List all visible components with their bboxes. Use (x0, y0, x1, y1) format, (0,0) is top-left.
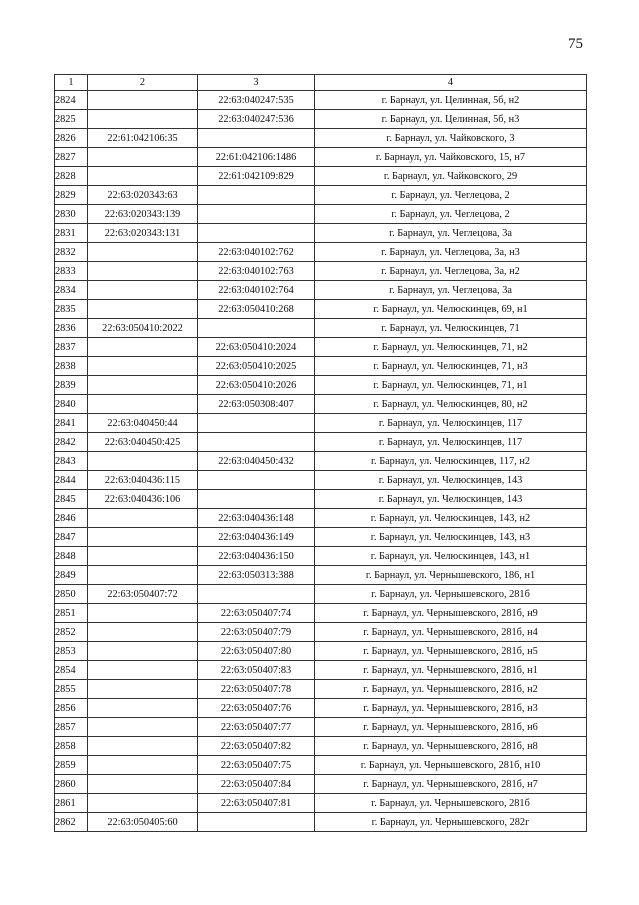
address-cell: г. Барнаул, ул. Чеглецова, 2 (315, 186, 587, 205)
object-cadastral-number-cell: 22:63:050410:2024 (198, 338, 315, 357)
object-cadastral-number-cell (198, 490, 315, 509)
cadastral-number-cell (88, 300, 198, 319)
object-cadastral-number-cell: 22:63:050407:79 (198, 623, 315, 642)
object-cadastral-number-cell: 22:63:050313:388 (198, 566, 315, 585)
address-cell: г. Барнаул, ул. Чайковского, 3 (315, 129, 587, 148)
object-cadastral-number-cell: 22:63:050407:74 (198, 604, 315, 623)
row-number-cell: 2846 (55, 509, 88, 528)
address-cell: г. Барнаул, ул. Челюскинцев, 71 (315, 319, 587, 338)
object-cadastral-number-cell: 22:63:040247:535 (198, 91, 315, 110)
table-row (55, 243, 587, 262)
table-row (55, 490, 587, 509)
object-cadastral-number-cell: 22:63:040247:536 (198, 110, 315, 129)
cadastral-number-cell (88, 338, 198, 357)
address-cell: г. Барнаул, ул. Челюскинцев, 143, н3 (315, 528, 587, 547)
row-number-cell: 2839 (55, 376, 88, 395)
cadastral-number-cell: 22:63:040436:115 (88, 471, 198, 490)
row-number-cell: 2836 (55, 319, 88, 338)
table-row (55, 794, 587, 813)
cadastral-number-cell: 22:63:050405:60 (88, 813, 198, 832)
table-row (55, 509, 587, 528)
object-cadastral-number-cell: 22:63:050407:78 (198, 680, 315, 699)
row-number-cell: 2854 (55, 661, 88, 680)
address-cell: г. Барнаул, ул. Челюскинцев, 80, н2 (315, 395, 587, 414)
cadastral-number-cell (88, 91, 198, 110)
address-cell: г. Барнаул, ул. Чеглецова, 3а (315, 281, 587, 300)
cadastral-number-cell: 22:63:050407:72 (88, 585, 198, 604)
object-cadastral-number-cell: 22:63:040436:150 (198, 547, 315, 566)
address-cell: г. Барнаул, ул. Чайковского, 15, н7 (315, 148, 587, 167)
row-number-cell: 2824 (55, 91, 88, 110)
column-header-3: 3 (198, 75, 315, 91)
object-cadastral-number-cell (198, 129, 315, 148)
object-cadastral-number-cell: 22:63:050407:83 (198, 661, 315, 680)
object-cadastral-number-cell (198, 585, 315, 604)
table-row (55, 376, 587, 395)
object-cadastral-number-cell (198, 205, 315, 224)
table-row (55, 642, 587, 661)
table-row (55, 680, 587, 699)
cadastral-number-cell (88, 623, 198, 642)
object-cadastral-number-cell: 22:63:040102:762 (198, 243, 315, 262)
cadastral-number-cell (88, 547, 198, 566)
cadastral-number-cell (88, 737, 198, 756)
table-row (55, 357, 587, 376)
address-cell: г. Барнаул, ул. Чернышевского, 281б, н9 (315, 604, 587, 623)
cadastral-number-cell (88, 376, 198, 395)
object-cadastral-number-cell: 22:63:050410:2025 (198, 357, 315, 376)
object-cadastral-number-cell (198, 414, 315, 433)
table-row (55, 148, 587, 167)
object-cadastral-number-cell: 22:63:050410:2026 (198, 376, 315, 395)
column-header-4: 4 (315, 75, 587, 91)
object-cadastral-number-cell (198, 186, 315, 205)
address-cell: г. Барнаул, ул. Чернышевского, 282г (315, 813, 587, 832)
address-cell: г. Барнаул, ул. Чеглецова, 3а (315, 224, 587, 243)
cadastral-number-cell: 22:63:020343:131 (88, 224, 198, 243)
cadastral-number-cell (88, 281, 198, 300)
row-number-cell: 2860 (55, 775, 88, 794)
address-cell: г. Барнаул, ул. Чайковского, 29 (315, 167, 587, 186)
cadastral-number-cell: 22:63:020343:139 (88, 205, 198, 224)
address-cell: г. Барнаул, ул. Челюскинцев, 117, н2 (315, 452, 587, 471)
cadastral-number-cell (88, 756, 198, 775)
table-row (55, 129, 587, 148)
cadastral-number-cell (88, 699, 198, 718)
address-cell: г. Барнаул, ул. Чернышевского, 281б, н4 (315, 623, 587, 642)
table-row (55, 281, 587, 300)
object-cadastral-number-cell: 22:61:042106:1486 (198, 148, 315, 167)
row-number-cell: 2847 (55, 528, 88, 547)
row-number-cell: 2841 (55, 414, 88, 433)
address-cell: г. Барнаул, ул. Челюскинцев, 117 (315, 433, 587, 452)
object-cadastral-number-cell (198, 433, 315, 452)
address-cell: г. Барнаул, ул. Целинная, 5б, н2 (315, 91, 587, 110)
object-cadastral-number-cell: 22:63:050308:407 (198, 395, 315, 414)
row-number-cell: 2831 (55, 224, 88, 243)
address-cell: г. Барнаул, ул. Челюскинцев, 143, н2 (315, 509, 587, 528)
row-number-cell: 2862 (55, 813, 88, 832)
table-row (55, 566, 587, 585)
row-number-cell: 2858 (55, 737, 88, 756)
object-cadastral-number-cell (198, 224, 315, 243)
object-cadastral-number-cell (198, 813, 315, 832)
column-header-2: 2 (88, 75, 198, 91)
row-number-cell: 2850 (55, 585, 88, 604)
table-row (55, 775, 587, 794)
table-row (55, 338, 587, 357)
row-number-cell: 2851 (55, 604, 88, 623)
cadastral-number-cell (88, 395, 198, 414)
address-cell: г. Барнаул, ул. Чеглецова, 3а, н2 (315, 262, 587, 281)
cadastral-number-cell: 22:63:040450:425 (88, 433, 198, 452)
table-row (55, 414, 587, 433)
row-number-cell: 2853 (55, 642, 88, 661)
object-cadastral-number-cell: 22:63:050407:80 (198, 642, 315, 661)
cadastral-number-cell (88, 680, 198, 699)
object-cadastral-number-cell: 22:63:050407:84 (198, 775, 315, 794)
cadastral-number-cell (88, 566, 198, 585)
table-row (55, 224, 587, 243)
cadastral-number-cell (88, 167, 198, 186)
row-number-cell: 2857 (55, 718, 88, 737)
object-cadastral-number-cell: 22:63:050407:76 (198, 699, 315, 718)
address-cell: г. Барнаул, ул. Чернышевского, 281б (315, 585, 587, 604)
cadastral-number-cell (88, 661, 198, 680)
address-cell: г. Барнаул, ул. Чернышевского, 281б, н6 (315, 718, 587, 737)
cadastral-number-cell (88, 604, 198, 623)
row-number-cell: 2829 (55, 186, 88, 205)
table-row (55, 300, 587, 319)
row-number-cell: 2859 (55, 756, 88, 775)
cadastral-number-cell (88, 775, 198, 794)
table-row (55, 167, 587, 186)
cadastral-number-cell (88, 794, 198, 813)
address-cell: г. Барнаул, ул. Чернышевского, 281б, н8 (315, 737, 587, 756)
table-row (55, 91, 587, 110)
registry-table (54, 74, 587, 832)
table-row (55, 471, 587, 490)
address-cell: г. Барнаул, ул. Чернышевского, 281б, н5 (315, 642, 587, 661)
page-number: 75 (568, 36, 583, 52)
row-number-cell: 2849 (55, 566, 88, 585)
table-row (55, 604, 587, 623)
address-cell: г. Барнаул, ул. Чернышевского, 281б (315, 794, 587, 813)
cadastral-number-cell (88, 110, 198, 129)
table-row (55, 110, 587, 129)
table-row (55, 623, 587, 642)
address-cell: г. Барнаул, ул. Чернышевского, 281б, н7 (315, 775, 587, 794)
object-cadastral-number-cell: 22:63:040102:764 (198, 281, 315, 300)
address-cell: г. Барнаул, ул. Челюскинцев, 71, н1 (315, 376, 587, 395)
object-cadastral-number-cell: 22:63:050410:268 (198, 300, 315, 319)
cadastral-number-cell: 22:63:020343:63 (88, 186, 198, 205)
row-number-cell: 2837 (55, 338, 88, 357)
row-number-cell: 2828 (55, 167, 88, 186)
table-row (55, 718, 587, 737)
table-body (55, 91, 587, 832)
row-number-cell: 2852 (55, 623, 88, 642)
address-cell: г. Барнаул, ул. Чеглецова, 2 (315, 205, 587, 224)
object-cadastral-number-cell (198, 319, 315, 338)
cadastral-number-cell (88, 243, 198, 262)
table-row (55, 528, 587, 547)
object-cadastral-number-cell: 22:63:050407:81 (198, 794, 315, 813)
table-row (55, 547, 587, 566)
address-cell: г. Барнаул, ул. Челюскинцев, 143 (315, 471, 587, 490)
address-cell: г. Барнаул, ул. Челюскинцев, 117 (315, 414, 587, 433)
row-number-cell: 2833 (55, 262, 88, 281)
table-row (55, 813, 587, 832)
row-number-cell: 2842 (55, 433, 88, 452)
row-number-cell: 2844 (55, 471, 88, 490)
object-cadastral-number-cell: 22:63:040450:432 (198, 452, 315, 471)
table-row (55, 585, 587, 604)
table-row (55, 395, 587, 414)
table-row (55, 661, 587, 680)
cadastral-number-cell: 22:63:040450:44 (88, 414, 198, 433)
address-cell: г. Барнаул, ул. Челюскинцев, 71, н3 (315, 357, 587, 376)
object-cadastral-number-cell: 22:63:050407:77 (198, 718, 315, 737)
cadastral-number-cell (88, 148, 198, 167)
row-number-cell: 2855 (55, 680, 88, 699)
cadastral-number-cell: 22:63:040436:106 (88, 490, 198, 509)
address-cell: г. Барнаул, ул. Челюскинцев, 69, н1 (315, 300, 587, 319)
row-number-cell: 2830 (55, 205, 88, 224)
table-row (55, 737, 587, 756)
address-cell: г. Барнаул, ул. Целинная, 5б, н3 (315, 110, 587, 129)
address-cell: г. Барнаул, ул. Чернышевского, 281б, н3 (315, 699, 587, 718)
table-header-row (55, 75, 587, 91)
cadastral-number-cell (88, 642, 198, 661)
row-number-cell: 2861 (55, 794, 88, 813)
address-cell: г. Барнаул, ул. Челюскинцев, 71, н2 (315, 338, 587, 357)
cadastral-number-cell (88, 452, 198, 471)
table-row (55, 452, 587, 471)
object-cadastral-number-cell: 22:63:040102:763 (198, 262, 315, 281)
row-number-cell: 2825 (55, 110, 88, 129)
address-cell: г. Барнаул, ул. Челюскинцев, 143, н1 (315, 547, 587, 566)
address-cell: г. Барнаул, ул. Чернышевского, 281б, н1 (315, 661, 587, 680)
row-number-cell: 2840 (55, 395, 88, 414)
cadastral-number-cell (88, 718, 198, 737)
object-cadastral-number-cell: 22:63:050407:82 (198, 737, 315, 756)
cadastral-number-cell (88, 528, 198, 547)
cadastral-number-cell: 22:63:050410:2022 (88, 319, 198, 338)
table-row (55, 319, 587, 338)
object-cadastral-number-cell: 22:63:040436:148 (198, 509, 315, 528)
table-row (55, 186, 587, 205)
row-number-cell: 2832 (55, 243, 88, 262)
table-row (55, 699, 587, 718)
object-cadastral-number-cell: 22:61:042109:829 (198, 167, 315, 186)
row-number-cell: 2826 (55, 129, 88, 148)
address-cell: г. Барнаул, ул. Чернышевского, 281б, н10 (315, 756, 587, 775)
table-row (55, 205, 587, 224)
object-cadastral-number-cell: 22:63:050407:75 (198, 756, 315, 775)
object-cadastral-number-cell (198, 471, 315, 490)
row-number-cell: 2845 (55, 490, 88, 509)
object-cadastral-number-cell: 22:63:040436:149 (198, 528, 315, 547)
table-row (55, 262, 587, 281)
row-number-cell: 2827 (55, 148, 88, 167)
cadastral-number-cell (88, 509, 198, 528)
row-number-cell: 2843 (55, 452, 88, 471)
row-number-cell: 2835 (55, 300, 88, 319)
address-cell: г. Барнаул, ул. Чернышевского, 186, н1 (315, 566, 587, 585)
address-cell: г. Барнаул, ул. Чеглецова, 3а, н3 (315, 243, 587, 262)
row-number-cell: 2848 (55, 547, 88, 566)
cadastral-number-cell (88, 262, 198, 281)
table-row (55, 433, 587, 452)
column-header-1: 1 (55, 75, 88, 91)
address-cell: г. Барнаул, ул. Челюскинцев, 143 (315, 490, 587, 509)
cadastral-number-cell (88, 357, 198, 376)
row-number-cell: 2838 (55, 357, 88, 376)
address-cell: г. Барнаул, ул. Чернышевского, 281б, н2 (315, 680, 587, 699)
row-number-cell: 2856 (55, 699, 88, 718)
row-number-cell: 2834 (55, 281, 88, 300)
cadastral-number-cell: 22:61:042106:35 (88, 129, 198, 148)
table-row (55, 756, 587, 775)
